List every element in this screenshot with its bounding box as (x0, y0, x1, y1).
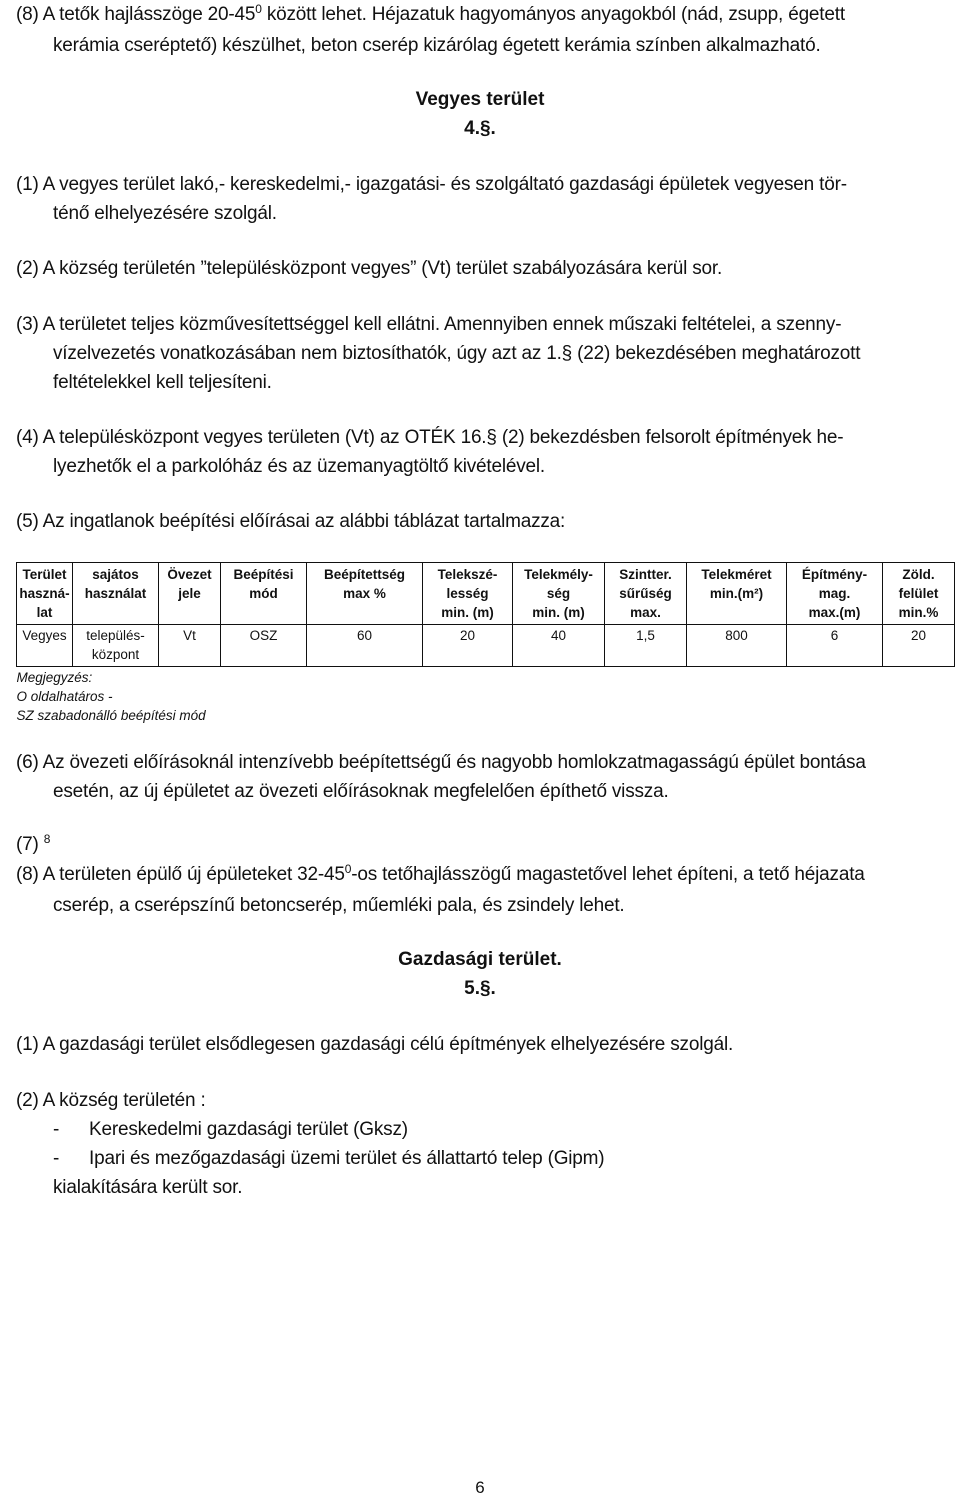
paragraph-text: (8) A tetők hajlásszöge 20-45 (16, 4, 256, 25)
list-dash: - (53, 1119, 60, 1140)
paragraph-4-7 (16, 830, 946, 861)
paragraph-text: kerámia cseréptető) készülhet, beton cserép kizárólag égetett kerámia színben alkalmazható. (53, 35, 821, 56)
paragraph-4-2 (16, 254, 946, 283)
cell-beepitettseg: 60 (307, 625, 423, 667)
note-line: Megjegyzés: (16, 670, 93, 685)
paragraph-5-2 (16, 1086, 946, 1202)
paragraph-text: (2) A község területén ”településközpont vegyes” (Vt) terület szabályozására kerül sor. (16, 258, 723, 279)
cell-magassag: 6 (787, 625, 883, 667)
header-telekmeret: Telekméret min.(m²) (687, 563, 787, 625)
cell-suruseg: 1,5 (605, 625, 687, 667)
cell-telekmeret: 800 (687, 625, 787, 667)
header-szintter: Szintter. sűrűség max. (605, 563, 687, 625)
paragraph-text: (4) A településközpont vegyes területen (Vt) az OTÉK 16.§ (2) bekezdésben felsorolt építmények he- (16, 427, 844, 448)
paragraph-text: -os tetőhajlásszögű magastetővel lehet építeni, a tető héjazata (351, 864, 865, 885)
header-telekmelyseg: Telekmély- ség min. (m) (513, 563, 605, 625)
zoning-regulation-table (16, 562, 955, 725)
header-telekszelesseg: Telekszé- lesség min. (m) (423, 563, 513, 625)
paragraph-4-5 (16, 507, 946, 536)
list-item (16, 1115, 946, 1144)
paragraph-text: vízelvezetés vonatkozásában nem biztosíthatók, úgy azt az 1.§ (22) bekezdésében meghatározott (53, 343, 861, 364)
header-terulet: Terület haszná- lat (17, 563, 73, 625)
paragraph-text: kialakítására került sor. (53, 1177, 243, 1198)
paragraph-text: (8) A területen épülő új épületeket 32-45 (16, 864, 345, 885)
header-beepitettseg: Beépítettség max % (307, 563, 423, 625)
cell-mod: OSZ (221, 625, 307, 667)
paragraph-text: (6) Az övezeti előírásoknál intenzívebb beépítettségű és nagyobb homlokzatmagasságú épület bontása (16, 752, 866, 773)
table-header-row (17, 563, 955, 625)
list-item-text: Ipari és mezőgazdasági üzemi terület és állattartó telep (Gipm) (89, 1148, 605, 1169)
paragraph-4-4 (16, 423, 946, 481)
list-dash: - (53, 1148, 60, 1169)
paragraph-text: (1) A vegyes terület lakó,- kereskedelmi,- igazgatási- és szolgáltató gazdasági épületek vegyesen tör- (16, 174, 847, 195)
superscript: 0 (344, 862, 352, 876)
paragraph-text: között lehet. Héjazatuk hagyományos anyagokból (nád, zsupp, égetett (261, 4, 845, 25)
paragraph-text: esetén, az új épületet az övezeti előírásoknak megfelelően építhető vissza. (53, 781, 669, 802)
paragraph-text: ténő elhelyezésére szolgál. (53, 203, 277, 224)
paragraph-4-1 (16, 170, 946, 228)
note-line: SZ szabadonálló beépítési mód (16, 708, 206, 723)
footnote-marker: 8 (43, 832, 51, 846)
paragraph-text: (3) A területet teljes közművesítettséggel kell ellátni. Amennyiben ennek műszaki feltételei, a szenny- (16, 314, 842, 335)
note-line: O oldalhatáros - (16, 689, 113, 704)
paragraph-text: feltételekkel kell teljesíteni. (53, 372, 272, 393)
paragraph-4-6 (16, 748, 946, 806)
table-notes-spacer (221, 667, 955, 726)
header-epitmenymag: Építmény- mag. max.(m) (787, 563, 883, 625)
cell-sajatos: település- központ (73, 625, 159, 667)
paragraph-4-3 (16, 310, 946, 397)
section-number: 5.§. (464, 978, 496, 999)
paragraph-text: (5) Az ingatlanok beépítési előírásai az alábbi táblázat tartalmazza: (16, 511, 566, 532)
page-number: 6 (475, 1478, 485, 1497)
paragraph-text: lyezhetők el a parkolóház és az üzemanyagtöltő kivételével. (53, 456, 545, 477)
paragraph-text: (7) (16, 834, 44, 855)
cell-zold: 20 (883, 625, 955, 667)
header-sajatos: sajátos használat (73, 563, 159, 625)
header-ovezet: Övezet jele (159, 563, 221, 625)
header-beepitesi-mod: Beépítési mód (221, 563, 307, 625)
list-item-text: Kereskedelmi gazdasági terület (Gksz) (89, 1119, 408, 1140)
paragraph-5-1 (16, 1030, 946, 1059)
table-row (17, 625, 955, 667)
cell-szelesseg: 20 (423, 625, 513, 667)
section-number: 4.§. (464, 118, 496, 139)
section-title: Gazdasági terület. (398, 949, 562, 970)
paragraph-4-8 (16, 860, 946, 920)
paragraph-text: cserép, a cserépszínű betoncserép, műemléki pala, és zsindely lehet. (53, 895, 625, 916)
cell-ovezet: Vt (159, 625, 221, 667)
cell-terulet: Vegyes (17, 625, 73, 667)
header-zold: Zöld. felület min.% (883, 563, 955, 625)
paragraph-text: (1) A gazdasági terület elsődlegesen gazdasági célú építmények elhelyezésére szolgál. (16, 1034, 734, 1055)
table-notes (17, 667, 221, 726)
cell-melyseg: 40 (513, 625, 605, 667)
section-title: Vegyes terület (415, 89, 545, 110)
superscript: 0 (255, 2, 262, 16)
section-heading-5 (0, 945, 960, 1003)
paragraph-8-roof-angle (16, 0, 946, 60)
paragraph-text: (2) A község területén : (16, 1090, 206, 1111)
table-notes-row (17, 667, 955, 726)
section-heading-4 (0, 85, 960, 143)
list-item (16, 1144, 946, 1173)
